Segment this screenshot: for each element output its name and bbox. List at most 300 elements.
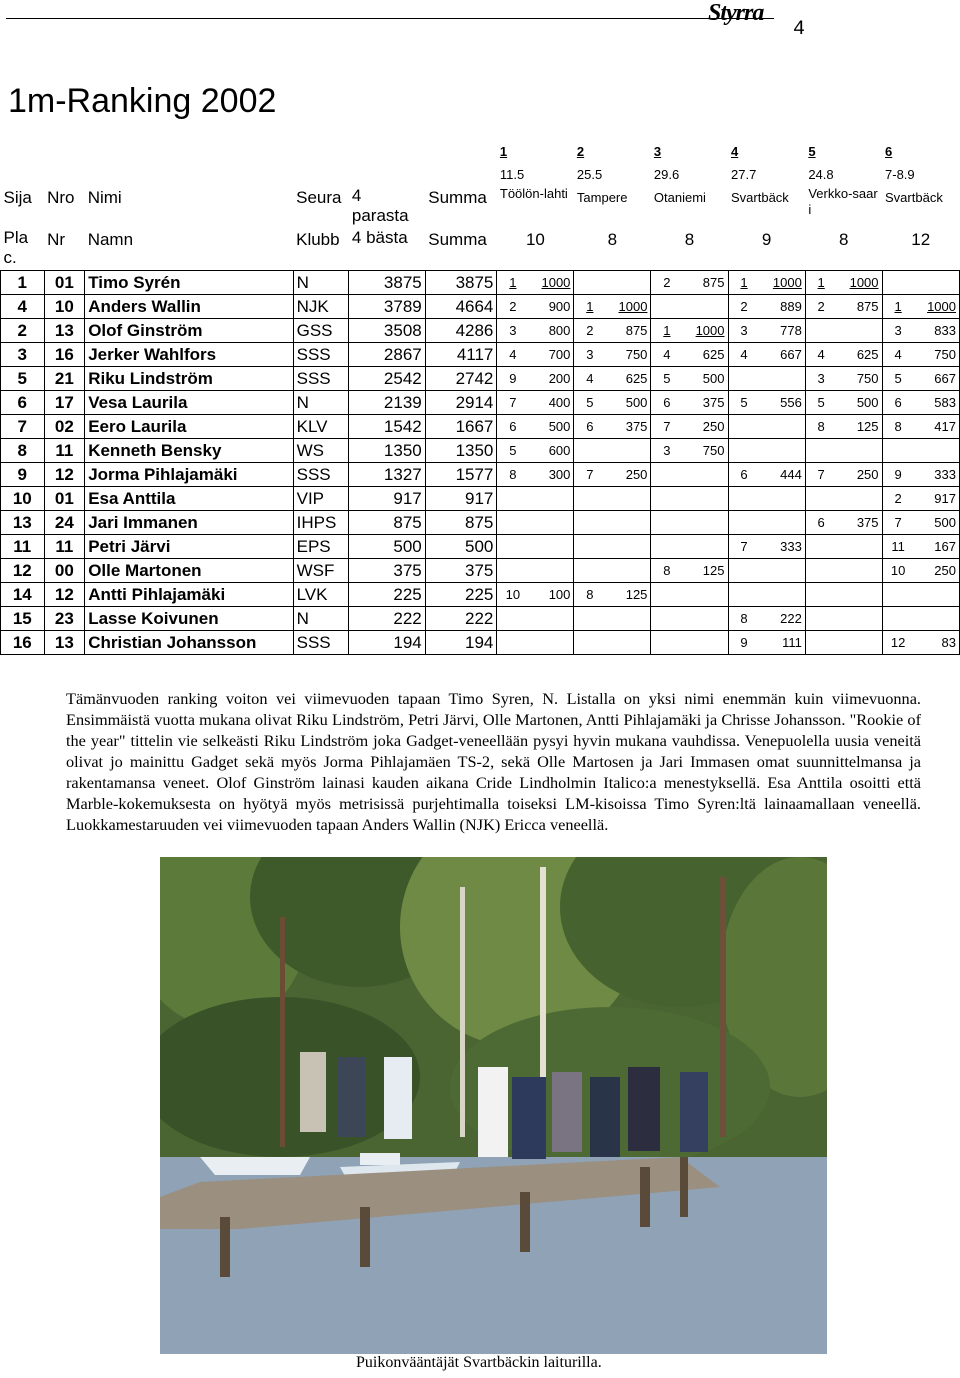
best4-total: 222 [349,607,425,631]
boat-number: 11 [44,535,85,559]
event-place: 7 [728,535,760,559]
event-points [605,535,651,559]
event-points [837,487,883,511]
event-place: 5 [497,439,529,463]
event-points [682,631,728,655]
event-points: 700 [528,343,574,367]
event-points [837,559,883,583]
col-plac: Plac. [3,228,29,267]
col-summa-sv: Summa [428,230,487,249]
table-row [1,583,960,607]
grand-total: 1667 [425,415,497,439]
event-place [497,535,529,559]
event-5-place: Verkko-saari [808,186,878,217]
col-nr: Nr [47,230,66,249]
event-points [682,607,728,631]
event-points: 583 [914,391,960,415]
rank-place: 10 [1,487,45,511]
grand-total: 917 [425,487,497,511]
grand-total: 500 [425,535,497,559]
event-points: 750 [605,343,651,367]
rank-place: 16 [1,631,45,655]
boat-number: 01 [44,487,85,511]
event-place [728,487,760,511]
event-points [528,535,574,559]
grand-total: 2742 [425,367,497,391]
event-place [805,319,836,343]
club: LVK [293,583,349,607]
event-points [528,559,574,583]
skipper-name: Jorma Pihlajamäki [85,463,293,487]
event-place: 3 [497,319,529,343]
event-place: 4 [882,343,914,367]
event-points: 167 [914,535,960,559]
event-points: 500 [528,415,574,439]
rank-place: 5 [1,367,45,391]
club: N [293,271,349,295]
rank-place: 15 [1,607,45,631]
event-place: 5 [651,367,682,391]
event-points [605,439,651,463]
event-points: 667 [760,343,806,367]
event-place [882,607,914,631]
grand-total: 4664 [425,295,497,319]
event-points [914,271,960,295]
table-row [1,607,960,631]
club: WSF [293,559,349,583]
ranking-table [0,140,960,655]
event-place [574,535,605,559]
rank-place: 12 [1,559,45,583]
table-row [1,511,960,535]
photo-illustration [160,857,827,1354]
col-parasta: 4 parasta [351,186,409,225]
grand-total: 225 [425,583,497,607]
skipper-name: Esa Anttila [85,487,293,511]
event-place [728,511,760,535]
event-points: 500 [682,367,728,391]
event-place: 8 [728,607,760,631]
event-points [837,319,883,343]
event-number-row [1,140,960,163]
event-points: 250 [914,559,960,583]
club: WS [293,439,349,463]
event-4-number: 4 [731,144,739,159]
event-place: 3 [882,319,914,343]
event-4-date: 27.7 [731,167,757,182]
table-row [1,439,960,463]
event-place: 1 [728,271,760,295]
event-place: 4 [497,343,529,367]
event-place: 3 [805,367,836,391]
event-3-number: 3 [653,144,662,159]
event-points: 750 [682,439,728,463]
col-klubb: Klubb [296,230,340,249]
event-points [605,487,651,511]
event-2-place: Tampere [576,190,628,205]
event-place [882,583,914,607]
skipper-name: Anders Wallin [85,295,293,319]
event-points: 667 [914,367,960,391]
event-date-row [1,163,960,186]
boat-number: 12 [44,463,85,487]
event-place: 2 [882,487,914,511]
col-nimi: Nimi [87,188,122,207]
event-points: 375 [682,391,728,415]
event-points [528,487,574,511]
best4-total: 875 [349,511,425,535]
header-row-fi [1,186,960,228]
event-points: 625 [605,367,651,391]
event-points [682,295,728,319]
event-place [651,463,682,487]
event-place [651,535,682,559]
event-points [528,511,574,535]
event-place: 8 [497,463,529,487]
event-place: 2 [651,271,682,295]
club: KLV [293,415,349,439]
event-points [760,487,806,511]
col-seura: Seura [296,188,342,207]
event-points: 750 [914,343,960,367]
event-points: 125 [682,559,728,583]
club: SSS [293,631,349,655]
best4-total: 1542 [349,415,425,439]
skipper-name: Jari Immanen [85,511,293,535]
event-points [605,607,651,631]
event-points [760,583,806,607]
event-place: 4 [728,343,760,367]
event-points [914,607,960,631]
event-place [651,631,682,655]
event-place [651,583,682,607]
event-points: 500 [605,391,651,415]
event-points [605,511,651,535]
skipper-name: Christian Johansson [85,631,293,655]
event-points: 417 [914,415,960,439]
event-3-place: Otaniemi [653,190,706,205]
skipper-name: Olof Ginström [85,319,293,343]
event-points: 889 [760,295,806,319]
club: EPS [293,535,349,559]
event-place: 5 [574,391,605,415]
event-place [805,583,836,607]
boat-number: 11 [44,439,85,463]
grand-total: 194 [425,631,497,655]
event-points: 917 [914,487,960,511]
event-points: 375 [837,511,883,535]
event-place: 8 [882,415,914,439]
event-place: 1 [497,271,529,295]
club: GSS [293,319,349,343]
skipper-name: Vesa Laurila [85,391,293,415]
event-place [651,295,682,319]
table-row [1,271,960,295]
boat-number: 21 [44,367,85,391]
event-place [651,487,682,511]
event-points: 400 [528,391,574,415]
event-place: 6 [651,391,682,415]
event-place: 8 [574,583,605,607]
event-points [682,487,728,511]
event-5-participants: 8 [838,230,849,249]
event-place: 3 [728,319,760,343]
event-place [497,607,529,631]
rank-place: 7 [1,415,45,439]
event-points [528,607,574,631]
event-points: 600 [528,439,574,463]
event-points: 1000 [528,271,574,295]
event-place [651,607,682,631]
event-points [914,439,960,463]
event-place: 5 [805,391,836,415]
event-points: 833 [914,319,960,343]
event-place: 1 [651,319,682,343]
event-place: 4 [574,367,605,391]
event-place [574,487,605,511]
skipper-name: Kenneth Bensky [85,439,293,463]
event-points: 300 [528,463,574,487]
col-summa: Summa [428,188,487,207]
event-place: 8 [805,415,836,439]
header-rule [6,18,774,19]
event-points: 83 [914,631,960,655]
rank-place: 4 [1,295,45,319]
event-place [651,511,682,535]
grand-total: 1577 [425,463,497,487]
event-points: 444 [760,463,806,487]
event-place [497,511,529,535]
event-place: 2 [805,295,836,319]
event-place: 7 [805,463,836,487]
event-place [728,367,760,391]
best4-total: 3508 [349,319,425,343]
event-points: 333 [760,535,806,559]
boat-number: 12 [44,583,85,607]
event-place [805,535,836,559]
table-row [1,559,960,583]
best4-total: 375 [349,559,425,583]
skipper-name: Timo Syrén [85,271,293,295]
event-place: 1 [882,295,914,319]
event-points: 1000 [682,319,728,343]
rank-place: 11 [1,535,45,559]
event-place: 6 [882,391,914,415]
table-row [1,391,960,415]
event-place [728,415,760,439]
event-points [605,631,651,655]
event-points: 250 [837,463,883,487]
event-points [837,583,883,607]
event-place [574,559,605,583]
dock-group-photo [160,857,827,1354]
event-points: 200 [528,367,574,391]
club: IHPS [293,511,349,535]
event-points: 875 [605,319,651,343]
col-sija: Sija [3,188,32,207]
event-place: 7 [882,511,914,535]
col-namn: Namn [87,230,134,249]
event-points [837,607,883,631]
table-row [1,367,960,391]
event-place: 6 [805,511,836,535]
event-points [605,271,651,295]
boat-number: 01 [44,271,85,295]
skipper-name: Eero Laurila [85,415,293,439]
club: VIP [293,487,349,511]
event-points: 1000 [605,295,651,319]
boat-number: 02 [44,415,85,439]
best4-total: 2139 [349,391,425,415]
event-2-number: 2 [576,144,585,159]
event-place: 1 [805,271,836,295]
grand-total: 375 [425,559,497,583]
event-points: 750 [837,367,883,391]
event-points: 125 [837,415,883,439]
event-place [805,607,836,631]
event-points: 1000 [914,295,960,319]
event-points [760,367,806,391]
event-place: 4 [805,343,836,367]
event-points: 125 [605,583,651,607]
event-points: 250 [605,463,651,487]
event-place [574,511,605,535]
event-place: 7 [574,463,605,487]
best4-total: 2542 [349,367,425,391]
event-place [805,439,836,463]
club: SSS [293,367,349,391]
event-place: 4 [651,343,682,367]
event-place: 12 [882,631,914,655]
event-2-date: 25.5 [576,167,603,182]
event-place: 2 [728,295,760,319]
event-place: 7 [497,391,529,415]
grand-total: 2914 [425,391,497,415]
best4-total: 917 [349,487,425,511]
event-3-date: 29.6 [653,167,680,182]
event-place: 6 [728,463,760,487]
event-1-place: Töölön-lahti [499,186,568,201]
event-place [574,271,605,295]
event-place: 2 [497,295,529,319]
table-row [1,343,960,367]
ranking-rows [1,271,960,655]
club: SSS [293,343,349,367]
event-place [882,271,914,295]
grand-total: 875 [425,511,497,535]
event-3-participants: 8 [684,230,695,249]
skipper-name: Jerker Wahlfors [85,343,293,367]
event-place [497,487,529,511]
photo-caption: Puikonvääntäjät Svartbäckin laiturilla. [356,1354,602,1371]
event-place: 10 [497,583,529,607]
event-points [837,439,883,463]
col-basta: 4 bästa [351,228,408,247]
event-points: 556 [760,391,806,415]
event-2-participants: 8 [607,230,618,249]
styrra-logo: Styrra [708,0,764,26]
event-place [805,487,836,511]
club: NJK [293,295,349,319]
boat-number: 10 [44,295,85,319]
event-6-number: 6 [885,144,893,159]
season-summary-paragraph: Tämänvuoden ranking voiton vei viimevuoden tapaan Timo Syren, N. Listalla on yksi nimi enemmän kuin viimevuonna. Ensimmäistä vuotta mukana olivat Riku Lindström, Petri Järvi, Olle Martonen, Antti Pihlajamäki ja Chrisse Johansson. "Rookie of the year" tittelin vie selkeästi Riku Lindström joka Gadget-veneellään pysyi hyvin mukana vauhdissa. Venepuolella uusia veneitä olivat jo mainittu Gadget sekä myös Jorma Pihlajamäen TS-2, sekä Olle Martosen ja Jari Immasen omat suunnittelmansa ja rakentamansa veneet. Olof Ginström lainasi kauden aikana Cride Lindholmin Italico:a menestyksellä. Esa Anttila osoitti että Marble-kokemuksesta on hyötyä myös metrisissä purjehtimalla toiseksi LM-kisoissa Timo Syren:ltä lainaamallaan veneellä. Luokkamestaruuden vei viimevuoden tapaan Anders Wallin (NJK) Ericca veneellä. [66,689,921,834]
event-points: 778 [760,319,806,343]
event-points: 500 [914,511,960,535]
event-points [682,463,728,487]
table-row [1,631,960,655]
event-4-place: Svartbäck [731,190,789,205]
boat-number: 13 [44,319,85,343]
event-1-number: 1 [499,144,508,159]
event-5-date: 24.8 [808,167,834,182]
event-points: 625 [837,343,883,367]
event-place [574,439,605,463]
event-points: 250 [682,415,728,439]
event-place: 7 [651,415,682,439]
event-points: 875 [682,271,728,295]
event-points [837,631,883,655]
event-points [837,535,883,559]
event-place [497,631,529,655]
event-points [682,535,728,559]
event-points: 375 [605,415,651,439]
grand-total: 1350 [425,439,497,463]
table-row [1,415,960,439]
event-points: 900 [528,295,574,319]
grand-total: 222 [425,607,497,631]
event-points [914,583,960,607]
event-points [760,439,806,463]
event-points: 100 [528,583,574,607]
best4-total: 2867 [349,343,425,367]
table-row [1,487,960,511]
col-nro: Nro [47,188,75,207]
event-1-date: 11.5 [499,167,525,182]
event-place [574,607,605,631]
club: SSS [293,463,349,487]
event-place [728,559,760,583]
rank-place: 2 [1,319,45,343]
event-place: 3 [651,439,682,463]
skipper-name: Lasse Koivunen [85,607,293,631]
event-points [760,511,806,535]
event-4-participants: 9 [761,230,772,249]
event-place [574,631,605,655]
skipper-name: Riku Lindström [85,367,293,391]
rank-place: 8 [1,439,45,463]
event-place [805,559,836,583]
event-place [728,439,760,463]
event-points [760,559,806,583]
event-place: 8 [651,559,682,583]
event-place: 3 [574,343,605,367]
skipper-name: Antti Pihlajamäki [85,583,293,607]
skipper-name: Petri Järvi [85,535,293,559]
rank-place: 3 [1,343,45,367]
best4-total: 1350 [349,439,425,463]
boat-number: 17 [44,391,85,415]
club: N [293,607,349,631]
event-points [605,559,651,583]
rank-place: 14 [1,583,45,607]
event-points: 875 [837,295,883,319]
best4-total: 500 [349,535,425,559]
grand-total: 4286 [425,319,497,343]
boat-number: 23 [44,607,85,631]
rank-place: 1 [1,271,45,295]
rank-place: 6 [1,391,45,415]
